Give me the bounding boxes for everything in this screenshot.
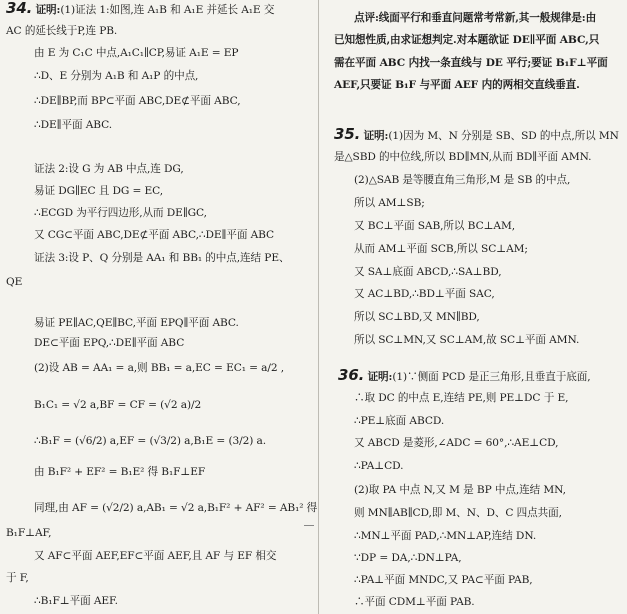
problem-36-line-8: ∴MN⊥平面 PAD,∴MN⊥AP,连结 DN. (354, 530, 537, 542)
problem-36-line-10: ∴PA⊥平面 MNDC,又 PA⊂平面 PAB, (354, 574, 533, 586)
problem-34-line-16: B₁C₁ = √2 a,BF = CF = (√2 a)/2 (34, 399, 202, 411)
problem-34-line-22: 于 F, (6, 572, 29, 584)
problem-35-number: 35. (334, 125, 361, 143)
problem-34-line-14: DE⊂平面 EPQ,∴DE∥平面 ABC (34, 337, 185, 349)
problem-34-line-4: ∴D、E 分别为 A₁B 和 A₁P 的中点, (34, 70, 199, 82)
problem-34-line-11: 证法 3:设 P、Q 分别是 AA₁ 和 BB₁ 的中点,连结 PE、 (34, 252, 290, 264)
problem-34-line-2: AC 的延长线于P,连 PB. (6, 25, 118, 37)
problem-36-line-5: ∴PA⊥CD. (354, 460, 404, 472)
problem-35-line-6: 从而 AM⊥平面 SCB,所以 SC⊥AM; (354, 243, 528, 255)
problem-35-line-8: 又 AC⊥BD,∴BD⊥平面 SAC, (354, 288, 495, 300)
problem-34-number: 34. (6, 0, 33, 17)
problem-34-line-10: 又 CG⊂平面 ABC,DE⊄平面 ABC,∴DE∥平面 ABC (34, 229, 275, 241)
problem-34-line-1: 34. 证明:(1)证法 1:如图,连 A₁B 和 A₁E 并延长 A₁E 交 (6, 0, 275, 17)
comment-line-3: 需在平面 ABC 内找一条直线与 DE 平行;要证 B₁F⊥平面 (334, 57, 608, 69)
comment-line-1: 点评:线面平行和垂直问题常考常新,其一般规律是:由 (354, 12, 597, 24)
problem-36-number: 36. (338, 366, 365, 384)
problem-34-line-23: ∴B₁F⊥平面 AEF. (34, 595, 118, 607)
problem-35-label: 证明: (363, 130, 389, 142)
column-divider (318, 0, 319, 614)
problem-34-line-5: ∴DE∥BP,而 BP⊂平面 ABC,DE⊄平面 ABC, (34, 95, 241, 107)
problem-36-line-9: ∵DP = DA,∴DN⊥PA, (354, 552, 462, 564)
problem-36-line-1: 36. 证明:(1)∵侧面 PCD 是正三角形,且垂直于底面, (338, 366, 591, 384)
problem-34-label: 证明: (35, 4, 61, 16)
problem-34-line-8: 易证 DG∥EC 且 DG = EC, (34, 185, 164, 197)
problem-36-label: 证明: (367, 371, 393, 383)
problem-35-line-1: 35. 证明:(1)因为 M、N 分别是 SB、SD 的中点,所以 MN (334, 125, 619, 143)
problem-36-line-4: 又 ABCD 是菱形,∠ADC = 60°,∴AE⊥CD, (354, 437, 559, 449)
problem-36-line-7: 则 MN∥AB∥CD,即 M、N、D、C 四点共面, (354, 507, 562, 519)
problem-34-line-13: 易证 PE∥AC,QE∥BC,平面 EPQ∥平面 ABC. (34, 317, 239, 329)
problem-34-line-12: QE (6, 276, 23, 288)
problem-35-line-9: 所以 SC⊥BD,又 MN∥BD, (354, 311, 480, 323)
problem-36-line-2: ∴取 DC 的中点 E,连结 PE,则 PE⊥DC 于 E, (354, 392, 569, 404)
problem-34-line-7: 证法 2:设 G 为 AB 中点,连 DG, (34, 163, 184, 175)
right-column (322, 0, 627, 614)
problem-34-line-17: ∴B₁F = (√6/2) a,EF = (√3/2) a,B₁E = (3/2) a. (34, 435, 267, 447)
problem-35-line-2: 是△SBD 的中位线,所以 BD∥MN,从而 BD∥平面 AMN. (334, 151, 592, 163)
problem-36-line-6: (2)取 PA 中点 N,又 M 是 BP 中点,连结 MN, (354, 484, 566, 496)
problem-35-line-5: 又 BC⊥平面 SAB,所以 BC⊥AM, (354, 220, 515, 232)
comment-line-4: AEF,只要证 B₁F 与平面 AEF 内的两相交直线垂直. (334, 79, 580, 91)
comment-line-2: 已知想性质,由求证想判定.对本题欲证 DE∥平面 ABC,只 (334, 34, 600, 46)
problem-34-line-20: B₁F⊥AF, (6, 527, 52, 539)
problem-34-line-9: ∴ECGD 为平行四边形,从而 DE∥GC, (34, 207, 207, 219)
problem-34-line-15: (2)设 AB = AA₁ = a,则 BB₁ = a,EC = EC₁ = a/2 , (34, 362, 285, 374)
problem-34-line-21: 又 AF⊂平面 AEF,EF⊂平面 AEF,且 AF 与 EF 相交 (34, 550, 277, 562)
problem-34-line-6: ∴DE∥平面 ABC. (34, 119, 113, 131)
problem-36-line-11: ∴平面 CDM⊥平面 PAB. (354, 596, 475, 608)
problem-34-line-3: 由 E 为 C₁C 中点,A₁C₁∥CP,易证 A₁E = EP (34, 47, 239, 59)
problem-35-line-7: 又 SA⊥底面 ABCD,∴SA⊥BD, (354, 266, 502, 278)
problem-34-line-18: 由 B₁F² + EF² = B₁E² 得 B₁F⊥EF (34, 466, 206, 478)
problem-35-line-3: (2)△SAB 是等腰直角三角形,M 是 SB 的中点, (354, 174, 571, 186)
problem-36-line-3: ∴PE⊥底面 ABCD. (354, 415, 445, 427)
problem-35-line-10: 所以 SC⊥MN,又 SC⊥AM,故 SC⊥平面 AMN. (354, 334, 580, 346)
problem-35-line-4: 所以 AM⊥SB; (354, 197, 425, 209)
problem-34-line-19: 同理,由 AF = (√2/2) a,AB₁ = √2 a,B₁F² + AF² = AB₁² 得 (34, 502, 318, 514)
